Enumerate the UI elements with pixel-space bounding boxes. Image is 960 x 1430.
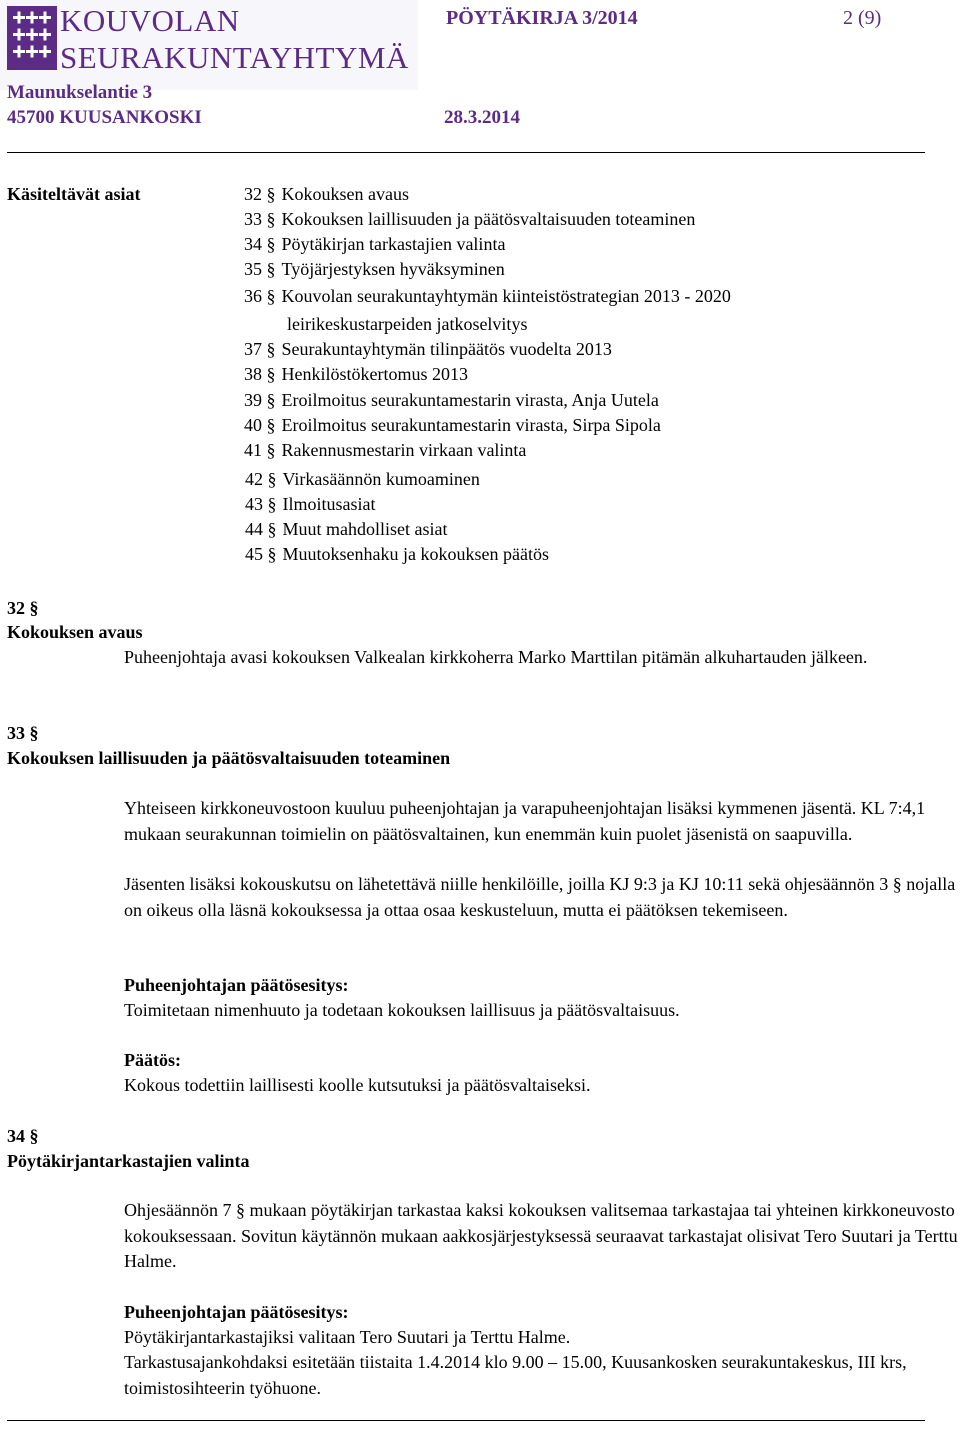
header-date: 28.3.2014 bbox=[444, 107, 520, 128]
agenda-item-text: Ilmoitusasiat bbox=[282, 494, 376, 514]
agenda-item-number: 42 § bbox=[245, 469, 277, 489]
page-number: 2 (9) bbox=[843, 7, 882, 29]
agenda-item-text: Pöytäkirjan tarkastajien valinta bbox=[281, 234, 506, 254]
agenda-heading: Käsiteltävät asiat bbox=[7, 184, 141, 204]
agenda-item-text: Seurakuntayhtymän tilinpäätös vuodelta 2013 bbox=[281, 339, 612, 359]
agenda-item bbox=[244, 362, 468, 387]
agenda-item-number: 34 § bbox=[244, 234, 276, 254]
agenda-item-text: Henkilöstökertomus 2013 bbox=[281, 364, 468, 384]
agenda-item bbox=[244, 388, 659, 413]
agenda-item-text: Kokouksen avaus bbox=[281, 184, 409, 204]
agenda-item-text: Muut mahdolliset asiat bbox=[282, 519, 448, 539]
address-street: Maunukselantie 3 bbox=[7, 82, 153, 103]
agenda-item-number: 45 § bbox=[245, 544, 277, 564]
address-city: 45700 KUUSANKOSKI bbox=[7, 107, 202, 128]
agenda-item bbox=[244, 438, 526, 463]
doc-title: PÖYTÄKIRJA 3/2014 bbox=[446, 7, 638, 29]
agenda-item bbox=[244, 284, 731, 309]
agenda-item-number: 41 § bbox=[244, 440, 276, 460]
agenda-item bbox=[245, 467, 480, 492]
s33-num: 33 § bbox=[7, 723, 39, 743]
header-rule bbox=[7, 152, 925, 153]
agenda-item-text: Virkasäännön kumoaminen bbox=[282, 469, 480, 489]
s34-num: 34 § bbox=[7, 1126, 39, 1146]
agenda-item bbox=[245, 542, 549, 567]
cross-grid-icon bbox=[7, 6, 57, 70]
logo-line2: SEURAKUNTAYHTYMÄ bbox=[60, 40, 409, 75]
agenda-item-number: 39 § bbox=[244, 390, 276, 410]
agenda-item bbox=[245, 492, 376, 517]
agenda-item-number: 35 § bbox=[244, 259, 276, 279]
s33-proposal: Toimitetaan nimenhuuto ja todetaan kokouksen laillisuus ja päätösvaltaisuus. bbox=[124, 1000, 680, 1020]
s33-decision: Kokous todettiin laillisesti koolle kutsutuksi ja päätösvaltaiseksi. bbox=[124, 1075, 591, 1095]
agenda-item bbox=[244, 337, 612, 362]
agenda-item bbox=[244, 207, 695, 232]
s32-body: Puheenjohtaja avasi kokouksen Valkealan kirkkoherra Marko Marttilan pitämän alkuhartauden jälkeen. bbox=[124, 647, 868, 667]
logo-line1: KOUVOLAN bbox=[60, 3, 240, 38]
s33-decision-label: Päätös: bbox=[124, 1050, 181, 1070]
agenda-item bbox=[244, 232, 505, 257]
agenda-item-text: Eroilmoitus seurakuntamestarin virasta, Anja Uutela bbox=[281, 390, 659, 410]
s34-paragraph-1: Ohjesäännön 7 § mukaan pöytäkirjan tarkastaa kaksi kokouksen valitsemaa tarkastajaa tai yhteinen kirkkoneuvosto kokouksessaan. Sovitun käytännön mukaan aakkosjärjestyksessä seuraavat tarkastajat olisivat Tero Suutari ja Terttu Halme. bbox=[124, 1200, 958, 1271]
s34-title: Pöytäkirjantarkastajien valinta bbox=[7, 1151, 250, 1171]
s33-proposal-label: Puheenjohtajan päätösesitys: bbox=[124, 975, 349, 995]
agenda-item-number: 38 § bbox=[244, 364, 276, 384]
agenda-item-number: 36 § bbox=[244, 286, 276, 306]
s32-title: Kokouksen avaus bbox=[7, 622, 143, 642]
agenda-item bbox=[245, 517, 447, 542]
agenda-item bbox=[244, 182, 409, 207]
agenda-item bbox=[244, 413, 661, 438]
s34-proposal-line-1: Pöytäkirjantarkastajiksi valitaan Tero Suutari ja Terttu Halme. bbox=[124, 1327, 571, 1347]
agenda-item bbox=[287, 312, 527, 337]
agenda-item-number: 32 § bbox=[244, 184, 276, 204]
agenda-item bbox=[244, 257, 505, 282]
agenda-item-text: Eroilmoitus seurakuntamestarin virasta, Sirpa Sipola bbox=[281, 415, 661, 435]
agenda-item-text: Muutoksenhaku ja kokouksen päätös bbox=[282, 544, 549, 564]
agenda-item-text: Kouvolan seurakuntayhtymän kiinteistöstrategian 2013 - 2020 bbox=[281, 286, 731, 306]
agenda-item-number: 40 § bbox=[244, 415, 276, 435]
s33-paragraph-1: Yhteiseen kirkkoneuvostoon kuuluu puheenjohtajan ja varapuheenjohtajan lisäksi kymmenen jäsentä. KL 7:4,1 mukaan seurakunnan toimielin on päätösvaltainen, kun enemmän kuin puolet jäsenistä on saapuvilla. bbox=[124, 798, 926, 844]
s33-title: Kokouksen laillisuuden ja päätösvaltaisuuden toteaminen bbox=[7, 748, 451, 768]
agenda-item-number: 33 § bbox=[244, 209, 276, 229]
s33-paragraph-2: Jäsenten lisäksi kokouskutsu on lähetettävä niille henkilöille, joilla KJ 9:3 ja KJ 10:11 sekä ohjesäännön 3 § nojalla on oikeus olla läsnä kokouksessa ja ottaa osaa keskusteluun, mutta ei päätöksen tekemiseen. bbox=[124, 874, 956, 920]
s32-num: 32 § bbox=[7, 598, 39, 618]
agenda-item-number: 37 § bbox=[244, 339, 276, 359]
agenda-item-number: 43 § bbox=[245, 494, 277, 514]
agenda-item-text: leirikeskustarpeiden jatkoselvitys bbox=[287, 314, 528, 334]
agenda-item-number: 44 § bbox=[245, 519, 277, 539]
s34-proposal-label: Puheenjohtajan päätösesitys: bbox=[124, 1302, 349, 1322]
agenda-item-text: Työjärjestyksen hyväksyminen bbox=[281, 259, 505, 279]
agenda-item-text: Rakennusmestarin virkaan valinta bbox=[281, 440, 527, 460]
footer-rule bbox=[7, 1420, 925, 1421]
s34-proposal-line-2: Tarkastusajankohdaksi esitetään tiistaita 1.4.2014 klo 9.00 – 15.00, Kuusankosken seurakuntakeskus, III krs, toimistosihteerin työhuone. bbox=[124, 1352, 907, 1398]
agenda-item-text: Kokouksen laillisuuden ja päätösvaltaisuuden toteaminen bbox=[281, 209, 696, 229]
